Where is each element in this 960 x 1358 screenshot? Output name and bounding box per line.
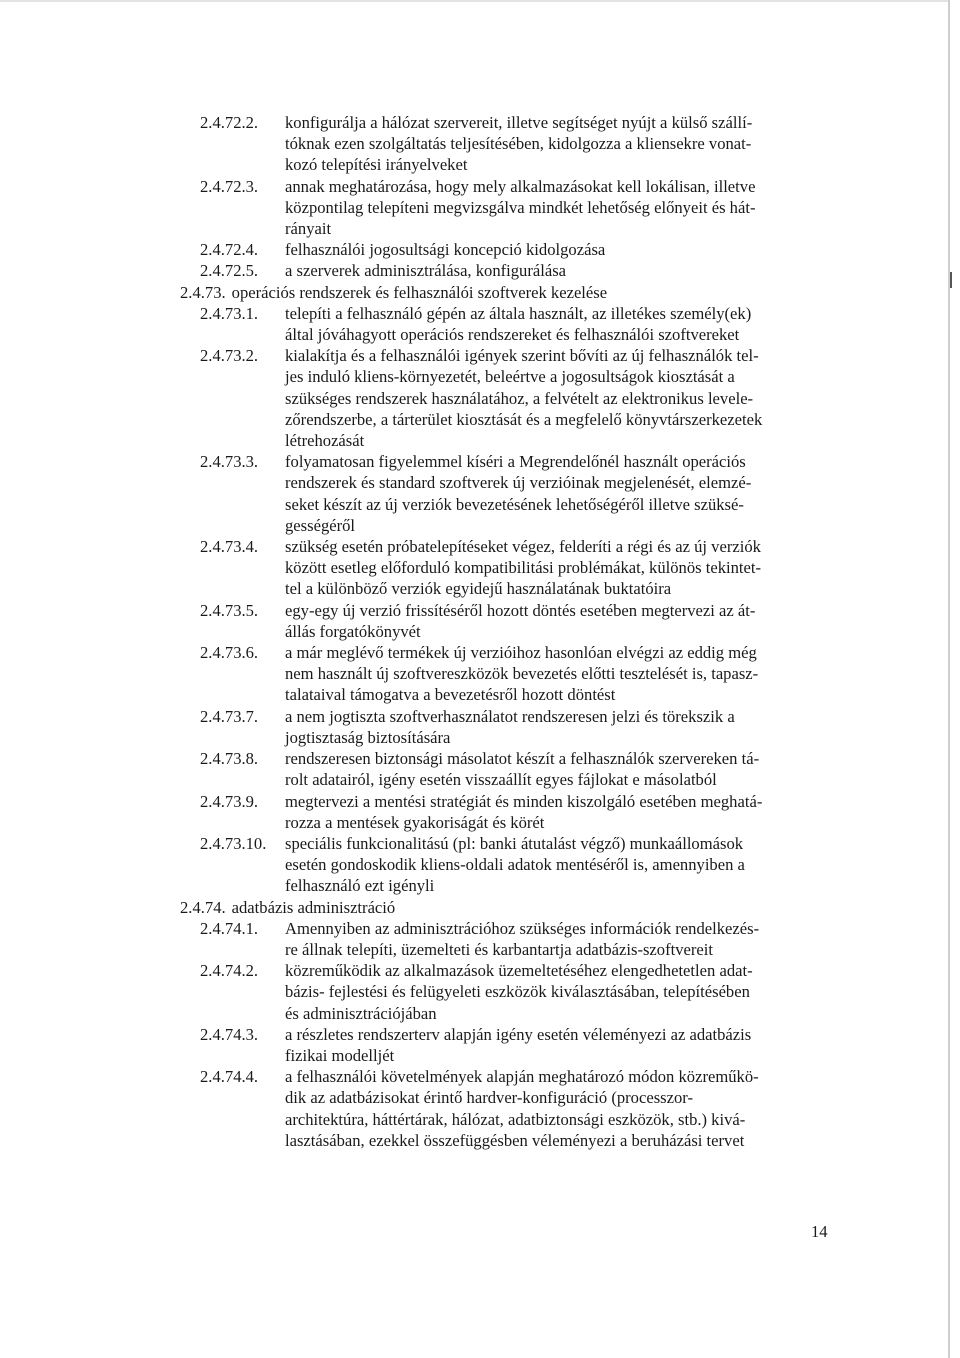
list-item (180, 600, 840, 642)
list-item (180, 642, 840, 706)
item-number: 2.4.73.10. (200, 833, 267, 853)
text-line: fizikai modelljét (285, 1045, 395, 1065)
list-item (180, 1024, 840, 1066)
item-text (232, 282, 840, 303)
item-number: 2.4.74.1. (200, 918, 259, 938)
text-line: rendszerek és standard szoftverek új verzióinak megjelenését, elemzé- (285, 473, 752, 493)
list-item (180, 833, 840, 897)
text-line: által jóváhagyott operációs rendszereket és felhasználói szoftvereket (285, 325, 740, 345)
text-line: szükség esetén próbatelepítéseket végez, felderíti a régi és az új verziók (285, 537, 761, 557)
text-line: architektúra, háttértárak, hálózat, adatbiztonsági eszközök, stb.) kivá- (285, 1109, 746, 1129)
item-number: 2.4.74.2. (200, 961, 259, 981)
list-item (180, 345, 840, 451)
item-text (285, 748, 840, 790)
text-line: jogtisztaság biztosítására (285, 727, 451, 747)
item-number: 2.4.73.1. (200, 303, 259, 323)
text-line: talataival támogatva a bevezetésről hozott döntést (285, 685, 616, 705)
item-text (285, 600, 840, 642)
item-number: 2.4.73.5. (200, 600, 259, 620)
item-text (285, 345, 840, 451)
text-line: megtervezi a mentési stratégiát és minden kiszolgáló esetében meghatá- (285, 791, 763, 811)
item-text (285, 536, 840, 600)
list-item (180, 706, 840, 748)
item-text (285, 918, 840, 960)
list-item (180, 791, 840, 833)
list-item (180, 536, 840, 600)
text-line: bázis- fejlestési és felügyeleti eszközök kiválasztásában, telepítésében (285, 982, 750, 1002)
item-number: 2.4.73.7. (200, 706, 259, 726)
list-item (180, 112, 840, 176)
text-line: gességéről (285, 515, 356, 535)
item-text (285, 642, 840, 706)
list-item (180, 918, 840, 960)
list-item (180, 239, 840, 260)
text-line: nem használt új szoftvereszközök bevezetés előtti tesztelését is, tapasz- (285, 664, 759, 684)
list-item (180, 176, 840, 240)
text-line: re állnak telepíti, üzemelteti és karbantartja adatbázis-szoftvereit (285, 939, 714, 959)
item-text (285, 303, 840, 345)
item-text (285, 451, 840, 536)
item-text (285, 1024, 840, 1066)
item-text (285, 260, 840, 281)
item-number: 2.4.73.9. (200, 791, 259, 811)
text-line: tel a különböző verziók egyidejű használatának buktatóira (285, 579, 672, 599)
item-number: 2.4.74.4. (200, 1067, 259, 1087)
item-number: 2.4.72.4. (200, 240, 259, 260)
text-line: Amennyiben az adminisztrációhoz szükséges információk rendelkezés- (285, 918, 760, 938)
item-number: 2.4.73.8. (200, 749, 259, 769)
section-heading (180, 897, 840, 918)
text-line: egy-egy új verzió frissítéséről hozott döntés esetében megtervezi az át- (285, 600, 756, 620)
item-text (232, 897, 840, 918)
text-line: speciális funkcionalitású (pl: banki átutalást végző) munkaállomások (285, 833, 744, 853)
text-line: közreműködik az alkalmazások üzemeltetéséhez elengedhetetlen adat- (285, 961, 753, 981)
item-number: 2.4.73.4. (200, 537, 259, 557)
text-line: annak meghatározása, hogy mely alkalmazásokat kell lokálisan, illetve (285, 176, 756, 196)
text-line: szükséges rendszerek használatához, a felvételt az elektronikus levele- (285, 388, 754, 408)
text-line: kialakítja és a felhasználói igények szerint bővíti az új felhasználók tel- (285, 346, 759, 366)
text-line: központilag telepíteni megvizsgálva mindkét lehetőség előnyeit és hát- (285, 197, 756, 217)
text-line: rányait (285, 219, 332, 239)
text-line: állás forgatókönyvét (285, 621, 421, 641)
item-text (285, 176, 840, 240)
text-line: rozza a mentések gyakoriságát és körét (285, 812, 545, 832)
item-text (285, 791, 840, 833)
item-number: 2.4.72.5. (200, 261, 259, 281)
text-line: adatbázis adminisztráció (231, 897, 396, 917)
item-number: 2.4.73.2. (200, 346, 259, 366)
text-line: között esetleg előforduló kompatibilitási problémákat, különös tekintet- (285, 558, 762, 578)
item-text (285, 239, 840, 260)
page-number: 14 (811, 1222, 828, 1241)
item-text (285, 1066, 840, 1151)
text-line: operációs rendszerek és felhasználói szoftverek kezelése (231, 282, 608, 302)
text-line: tóknak ezen szolgáltatás teljesítésében, kidolgozza a kliensekre vonat- (285, 134, 752, 154)
text-line: dik az adatbázisokat érintő hardver-konfiguráció (processzor- (285, 1088, 694, 1108)
scan-edge-mark (950, 272, 952, 288)
item-text (285, 833, 840, 897)
item-number: 2.4.73.6. (200, 643, 259, 663)
document-body (180, 112, 840, 1151)
text-line: rendszeresen biztonsági másolatot készít a felhasználók szervereken tá- (285, 749, 760, 769)
text-line: létrehozását (285, 431, 365, 451)
item-text (285, 112, 840, 176)
text-line: a szerverek adminisztrálása, konfigurálása (285, 261, 567, 281)
item-text (285, 960, 840, 1024)
text-line: konfigurálja a hálózat szervereit, illetve segítséget nyújt a külső szállí- (285, 113, 753, 132)
text-line: a nem jogtiszta szoftverhasználatot rendszeresen jelzi és törekszik a (285, 706, 735, 726)
text-line: seket készít az új verziók bevezetésének lehetőségéről illetve szüksé- (285, 494, 744, 514)
text-line: felhasználói jogosultsági koncepció kidolgozása (285, 240, 606, 260)
item-number: 2.4.73.3. (200, 452, 259, 472)
scan-right-edge (948, 0, 950, 1358)
text-line: zőrendszerbe, a tárterület kiosztását és a megfelelő könyvtárszerkezetek (285, 409, 763, 429)
list-item (180, 960, 840, 1024)
list-item (180, 748, 840, 790)
item-number: 2.4.72.2. (200, 113, 259, 132)
section-heading (180, 282, 840, 303)
item-number: 2.4.74.3. (200, 1024, 259, 1044)
text-line: telepíti a felhasználó gépén az általa használt, az illetékes személy(ek) (285, 303, 752, 323)
item-number: 2.4.73. (180, 282, 226, 302)
text-line: rolt adatairól, igény esetén visszaállít egyes fájlokat e másolatból (285, 770, 717, 790)
item-number: 2.4.74. (180, 897, 226, 917)
list-item (180, 303, 840, 345)
text-line: esetén gondoskodik kliens-oldali adatok mentéséről is, amennyiben a (285, 855, 745, 875)
text-line: jes induló kliens-környezetét, beleértve a jogosultságok kiosztását a (285, 367, 735, 387)
item-number: 2.4.72.3. (200, 176, 259, 196)
text-line: lasztásában, ezekkel összefüggésben véleményezi a beruházási tervet (285, 1130, 745, 1150)
text-line: folyamatosan figyelemmel kíséri a Megrendelőnél használt operációs (285, 452, 746, 472)
text-line: kozó telepítési irányelveket (285, 155, 468, 175)
scan-top-edge (0, 0, 948, 2)
text-line: és adminisztrációjában (285, 1003, 437, 1023)
list-item (180, 451, 840, 536)
text-line: a felhasználói követelmények alapján meghatározó módon közreműkö- (285, 1067, 759, 1087)
list-item (180, 260, 840, 281)
text-line: a részletes rendszerterv alapján igény esetén véleményezi az adatbázis (285, 1024, 752, 1044)
text-line: felhasználó ezt igényli (285, 876, 435, 896)
text-line: a már meglévő termékek új verzióihoz hasonlóan elvégzi az eddig még (285, 643, 757, 663)
item-text (285, 706, 840, 748)
list-item (180, 1066, 840, 1151)
